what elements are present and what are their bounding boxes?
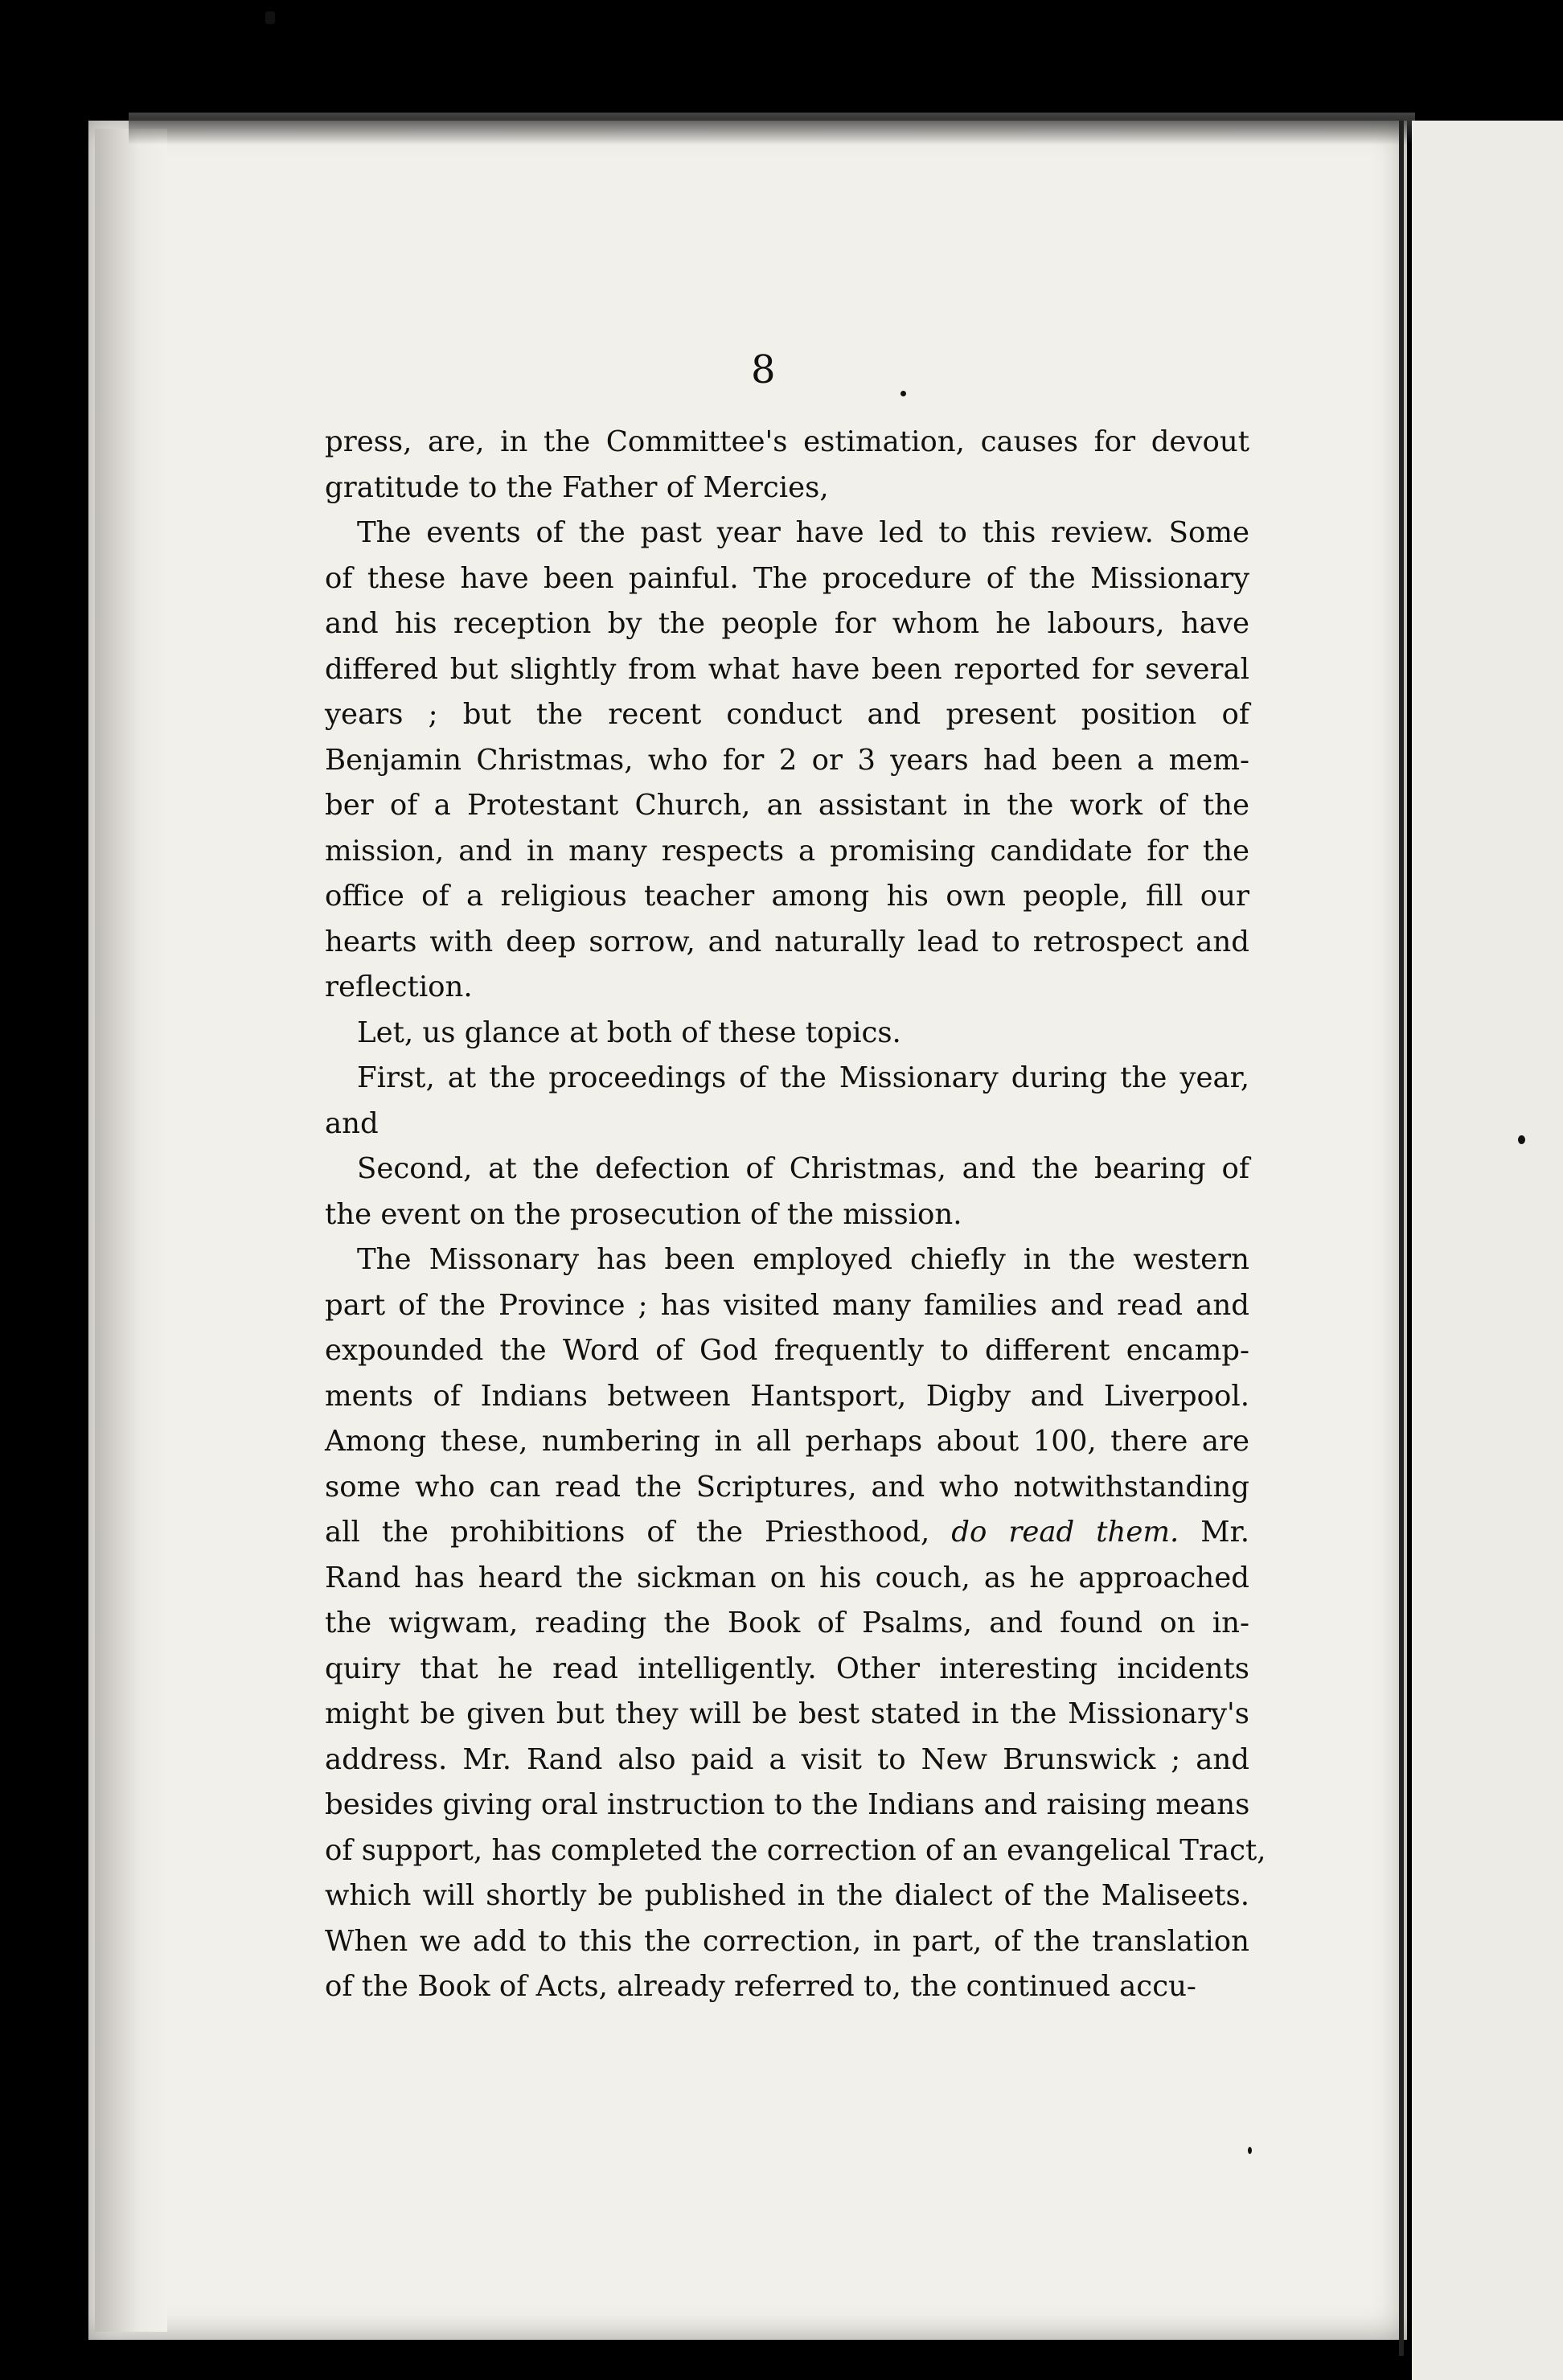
text-line: the event on the prosecution of the mission. xyxy=(325,1197,962,1231)
text-line: office of a religious teacher among his own people, fill our xyxy=(325,880,1249,913)
page-top-shadow xyxy=(129,113,1415,145)
text-line: reflection. xyxy=(325,970,473,1003)
text-line: expounded the Word of God frequently to different encamp- xyxy=(325,1334,1249,1367)
ink-speck xyxy=(265,11,275,24)
text-line: and his reception by the people for whom he labours, have xyxy=(325,607,1249,640)
ink-speck xyxy=(900,391,906,396)
paragraph xyxy=(325,511,1249,1011)
text-line: ments of Indians between Hantsport, Digby and Liverpool. xyxy=(325,1379,1249,1413)
ink-speck xyxy=(1518,1135,1525,1144)
ink-speck xyxy=(1248,2147,1252,2154)
text-line: Second, at the defection of Christmas, and the bearing of xyxy=(357,1152,1249,1185)
page-left-edge xyxy=(95,129,167,2332)
text-line: hearts with deep sorrow, and naturally lead to retrospect and xyxy=(325,925,1249,958)
text-line: of support, has completed the correction of an evangelical Tract, xyxy=(325,1833,1266,1867)
paragraph xyxy=(325,1237,1266,2010)
text-line: which will shortly be published in the dialect of the Maliseets. xyxy=(325,1879,1249,1912)
paragraph xyxy=(325,1147,1249,1237)
paragraph xyxy=(325,1011,1249,1057)
text-line: years ; but the recent conduct and present position of xyxy=(325,698,1249,731)
facing-page-edge xyxy=(1412,121,1563,2380)
text-line: address. Mr. Rand also paid a visit to New Brunswick ; and xyxy=(325,1742,1249,1776)
text-line: of these have been painful. The procedure of the Missionary xyxy=(325,561,1249,595)
text-line: differed but slightly from what have been reported for several xyxy=(325,652,1249,686)
text-line: besides giving oral instruction to the Indians and raising means xyxy=(325,1788,1250,1821)
text-line: might be given but they will be best stated in the Missionary's xyxy=(325,1697,1249,1730)
text-line: press, are, in the Committee's estimation, causes for devout xyxy=(325,425,1249,458)
text-line: Among these, numbering in all perhaps about 100, there are xyxy=(325,1425,1249,1458)
text-line: The Missonary has been employed chiefly in the western xyxy=(357,1243,1249,1276)
text-line: gratitude to the Father of Mercies, xyxy=(325,470,829,504)
text-line: part of the Province ; has visited many families and read and xyxy=(325,1288,1249,1322)
text-line: First, at the proceedings of the Missionary during the year, xyxy=(357,1061,1249,1094)
body-text xyxy=(325,420,1266,2010)
text-line: the wigwam, reading the Book of Psalms, and found on in- xyxy=(325,1606,1249,1639)
page-number: 8 xyxy=(751,347,776,392)
text-line: mission, and in many respects a promising candidate for the xyxy=(325,834,1249,868)
text-line: Benjamin Christmas, who for 2 or 3 years had been a mem- xyxy=(325,743,1249,777)
binding-fold xyxy=(1399,121,1404,2356)
paragraph xyxy=(325,1056,1249,1147)
text-line: ber of a Protestant Church, an assistant in the work of the xyxy=(325,789,1249,822)
text-line: The events of the past year have led to this review. Some xyxy=(357,516,1249,549)
text-line: of the Book of Acts, already referred to, the continued accu- xyxy=(325,1970,1196,2003)
text-line: quiry that he read intelligently. Other interesting incidents xyxy=(325,1652,1249,1685)
text-line: some who can read the Scriptures, and who notwithstanding xyxy=(325,1470,1249,1504)
paragraph xyxy=(325,420,1249,511)
text-line: all the prohibitions of the Priesthood, do read them. Mr. xyxy=(325,1516,1249,1549)
text-line: Let, us glance at both of these topics. xyxy=(357,1016,901,1049)
text-line: Rand has heard the sickman on his couch, as he approached xyxy=(325,1561,1249,1594)
text-line: When we add to this the correction, in part, of the translation xyxy=(325,1924,1249,1958)
text-line: and xyxy=(325,1106,379,1140)
